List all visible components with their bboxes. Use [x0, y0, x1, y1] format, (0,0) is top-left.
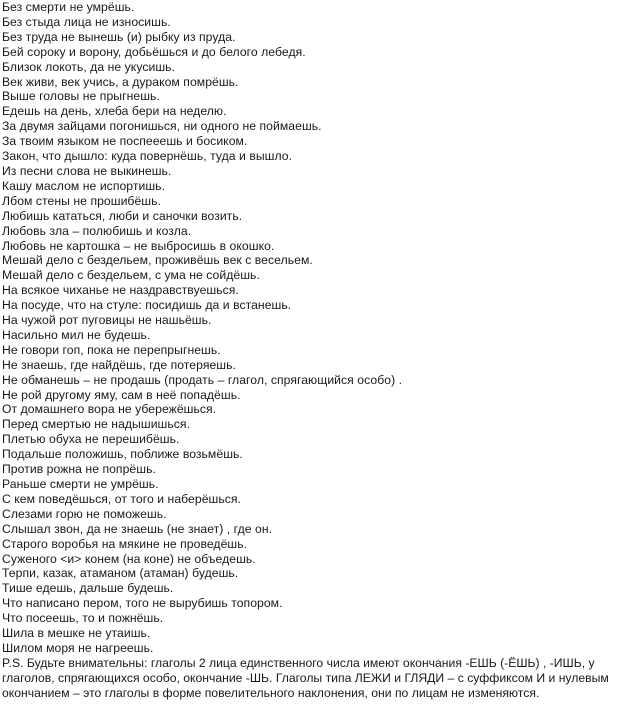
proverb-line: Плетью обуха не перешибёшь.: [2, 432, 180, 447]
proverb-line: Без смерти не умрёшь.: [2, 0, 135, 14]
proverb-line: Старого воробья на мякине не проведёшь.: [2, 536, 248, 551]
proverb-line: Любовь не картошка – не выбросишь в окошко.: [2, 238, 275, 253]
proverb-line: Бей сороку и ворону, добьёшься и до белого лебедя.: [2, 44, 306, 59]
proverb-line: Против рожна не попрёшь.: [2, 462, 156, 477]
proverb-line: Суженого <и> конем (на коне) не объедешь.: [2, 551, 256, 566]
proverb-line: Что написано пером, того не вырубишь топором.: [2, 596, 283, 611]
proverb-line: Не знаешь, где найдёшь, где потеряешь.: [2, 357, 236, 372]
proverb-line: Выше головы не прыгнешь.: [2, 89, 160, 104]
ps-note: P.S. Будьте внимательны: глаголы 2 лица единственного числа имеют окончания -ЕШЬ (-ЁШЬ) , -ИШЬ, у глаголов, спрягающихся особо, окончание -ШЬ. Глаголы типа ЛЕЖИ и ГЛЯДИ – с суффиксом И и нулевым окончанием – это глаголы в форме повелительного наклонения, они по лицам не изменяются.: [2, 655, 609, 700]
proverb-line: Слезами горю не поможешь.: [2, 506, 167, 521]
proverb-line: На всякое чиханье не наздравствуешься.: [2, 283, 239, 298]
proverb-list: [2, 0, 631, 656]
proverb-line: Шила в мешке не утаишь.: [2, 626, 151, 641]
proverb-line: Тише едешь, дальше будешь.: [2, 581, 174, 596]
proverb-line: Перед смертью не надышишься.: [2, 417, 191, 432]
proverb-line: С кем поведёшься, от того и наберёшься.: [2, 491, 241, 506]
proverb-line: Без стыда лица не износишь.: [2, 14, 171, 29]
proverb-line: Слышал звон, да не знаешь (не знает) , где он.: [2, 521, 273, 536]
proverb-line: Не обманешь – не продашь (продать – глагол, спрягающийся особо) .: [2, 372, 403, 387]
proverb-line: За двумя зайцами погонишься, ни одного не поймаешь.: [2, 119, 322, 134]
proverb-line: Без труда не вынешь (и) рыбку из пруда.: [2, 29, 236, 44]
proverb-line: Не говори гоп, пока не перепрыгнешь.: [2, 342, 221, 357]
proverb-line: Век живи, век учись, а дураком помрёшь.: [2, 74, 239, 89]
proverb-line: Кашу маслом не испортишь.: [2, 178, 166, 193]
proverb-line: Шилом моря не нагреешь.: [2, 640, 154, 655]
proverb-line: Едешь на день, хлеба бери на неделю.: [2, 104, 227, 119]
proverb-line: Раньше смерти не умрёшь.: [2, 477, 159, 491]
proverb-line: Насильно мил не будешь.: [2, 327, 151, 342]
proverb-line: На чужой рот пуговицы не нашьёшь.: [2, 313, 212, 328]
proverb-line: Любишь кататься, люби и саночки возить.: [2, 208, 243, 223]
proverb-line: Любовь зла – полюбишь и козла.: [2, 223, 192, 238]
proverb-line: От домашнего вора не убережёшься.: [2, 402, 217, 417]
proverb-line: Из песни слова не выкинешь.: [2, 163, 172, 178]
proverb-line: Лбом стены не прошибёшь.: [2, 193, 161, 208]
proverb-line: Что посеешь, то и пожнёшь.: [2, 611, 164, 626]
proverb-line: Подальше положишь, поближе возьмёшь.: [2, 447, 243, 462]
proverb-line: Не рой другому яму, сам в неё попадёшь.: [2, 387, 241, 402]
proverb-line: Близок локоть, да не укусишь.: [2, 59, 175, 74]
proverb-line: Закон, что дышло: куда повернёшь, туда и вышло.: [2, 149, 293, 164]
proverb-line: Мешай дело с бездельем, с ума не сойдёшь.: [2, 268, 260, 283]
proverb-line: На посуде, что на стуле: посидишь да и встанешь.: [2, 298, 292, 313]
proverb-line: Мешай дело с бездельем, проживёшь век с весельем.: [2, 253, 313, 268]
proverb-line: Терпи, казак, атаманом (атаман) будешь.: [2, 566, 239, 581]
proverb-line: За твоим языком не поспееешь и босиком.: [2, 134, 248, 149]
